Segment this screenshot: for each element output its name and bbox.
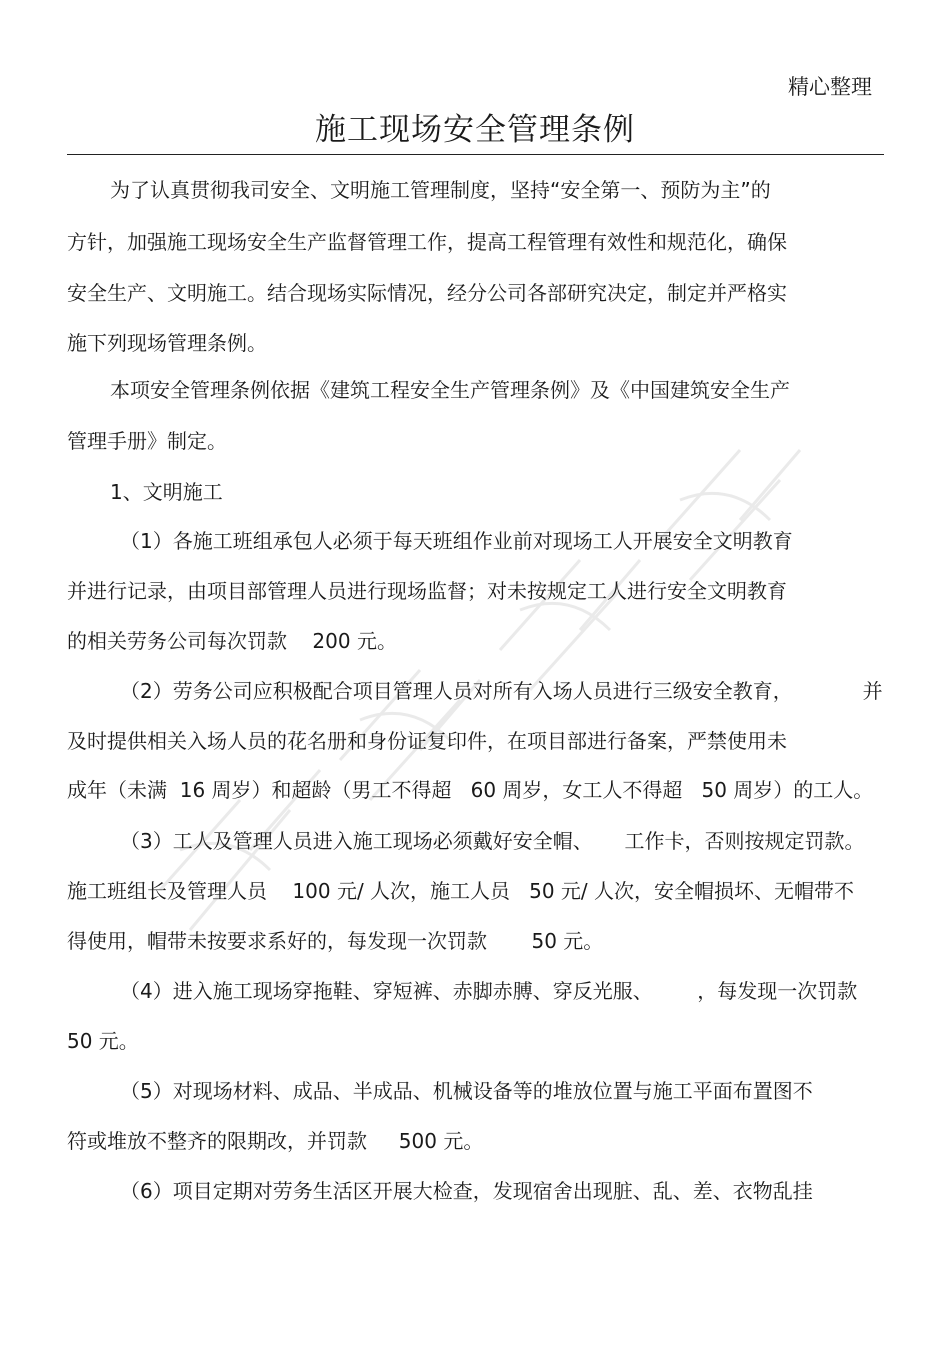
paragraph-line: 的相关劳务公司每次罚款 200 元。 <box>67 629 397 653</box>
paragraph-line: 符或堆放不整齐的限期改，并罚款 500 元。 <box>67 1129 484 1153</box>
header-note: 精心整理 <box>788 75 872 99</box>
paragraph-line: （5）对现场材料、成品、半成品、机械设备等的堆放位置与施工平面布置图不 <box>120 1079 813 1103</box>
section-heading: 1、文明施工 <box>110 480 223 504</box>
paragraph-line: 本项安全管理条例依据《建筑工程安全生产管理条例》及《中国建筑安全生产 <box>110 378 790 402</box>
paragraph-line: 成年（未满 16 周岁）和超龄（男工不得超 60 周岁，女工人不得超 50 周岁）的工人。 <box>67 778 874 802</box>
paragraph-line: （6）项目定期对劳务生活区开展大检查，发现宿舍出现脏、乱、差、衣物乱挂 <box>120 1179 813 1203</box>
paragraph-line: 为了认真贯彻我司安全、文明施工管理制度，坚持“安全第一、预防为主”的 <box>110 178 771 202</box>
paragraph-line: （4）进入施工现场穿拖鞋、穿短裤、赤脚赤膊、穿反光服、 ，每发现一次罚款 <box>120 979 858 1003</box>
paragraph-line: （2）劳务公司应积极配合项目管理人员对所有入场人员进行三级安全教育， 并 <box>120 679 883 703</box>
paragraph-line: 及时提供相关入场人员的花名册和身份证复印件，在项目部进行备案，严禁使用未 <box>67 729 787 753</box>
paragraph-line: （1）各施工班组承包人必须于每天班组作业前对现场工人开展安全文明教育 <box>120 529 793 553</box>
paragraph-line: 50 元。 <box>67 1029 139 1053</box>
paragraph-line: 施工班组长及管理人员 100 元/ 人次，施工人员 50 元/ 人次，安全帽损坏、无帽带不 <box>67 879 855 903</box>
title-underline <box>67 154 884 155</box>
paragraph-line: 方针，加强施工现场安全生产监督管理工作，提高工程管理有效性和规范化，确保 <box>67 230 787 254</box>
paragraph-line: 施下列现场管理条例。 <box>67 331 267 355</box>
paragraph-line: （3）工人及管理人员进入施工现场必须戴好安全帽、 工作卡，否则按规定罚款。 <box>120 829 865 853</box>
paragraph-line: 得使用，帽带未按要求系好的，每发现一次罚款 50 元。 <box>67 929 604 953</box>
page-title: 施工现场安全管理条例 <box>315 112 635 148</box>
paragraph-line: 安全生产、文明施工。结合现场实际情况，经分公司各部研究决定，制定并严格实 <box>67 281 787 305</box>
paragraph-line: 并进行记录，由项目部管理人员进行现场监督；对未按规定工人进行安全文明教育 <box>67 579 787 603</box>
paragraph-line: 管理手册》制定。 <box>67 429 227 453</box>
